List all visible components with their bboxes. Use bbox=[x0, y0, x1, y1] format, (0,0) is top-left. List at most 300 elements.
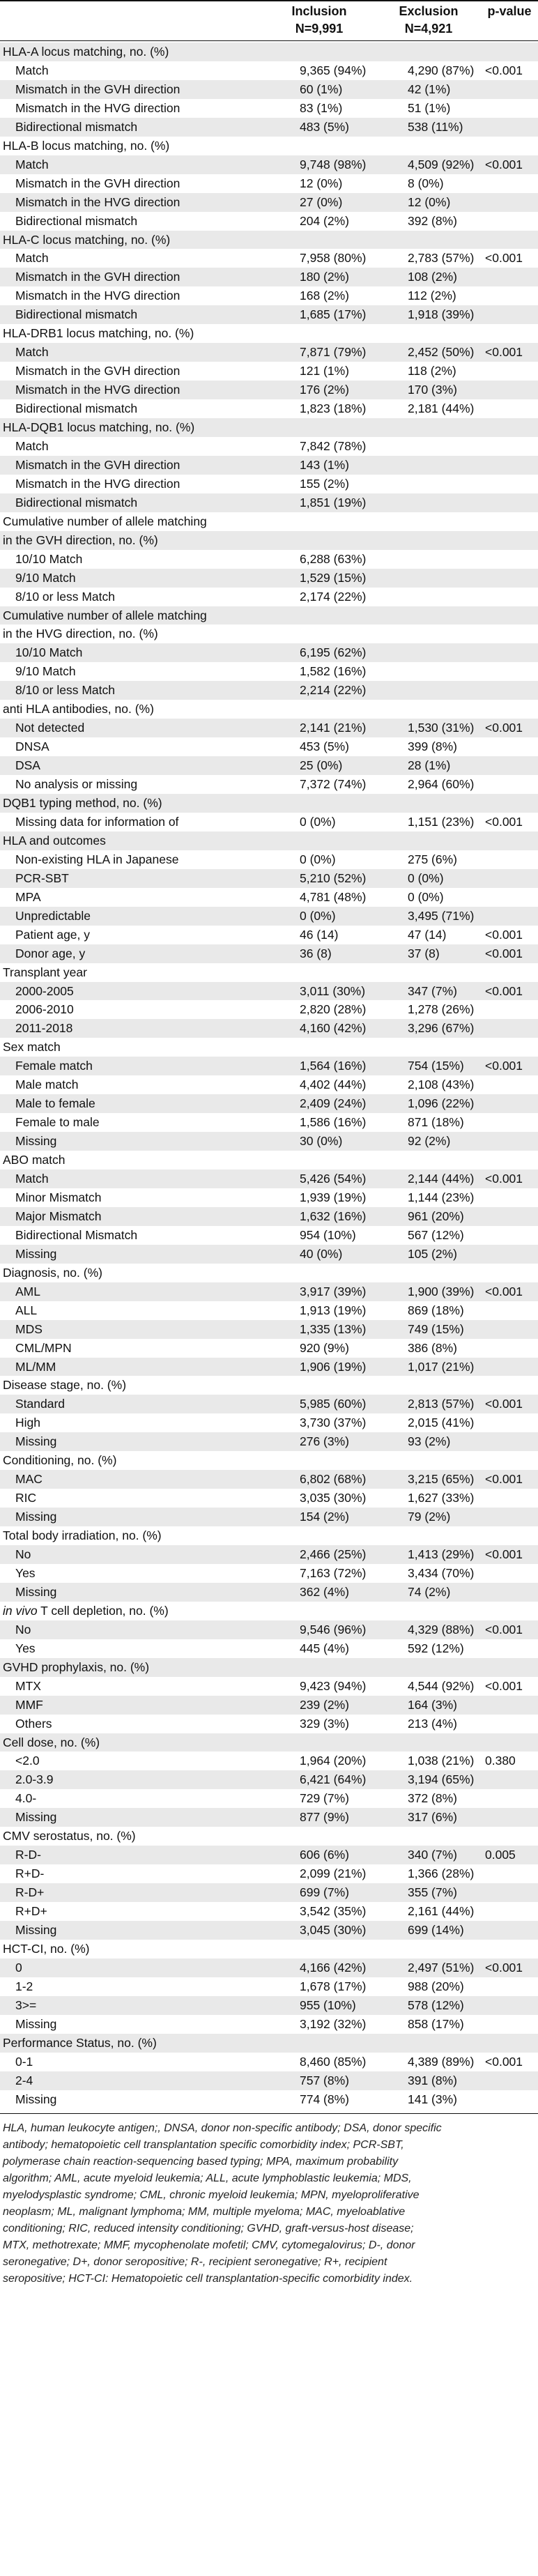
table-row bbox=[0, 1545, 538, 1564]
row-label: Bidirectional mismatch bbox=[15, 495, 138, 509]
row-label: Disease stage, no. (%) bbox=[3, 1378, 127, 1393]
exclusion-cell: 1,096 (22%) bbox=[408, 1096, 475, 1111]
table-row bbox=[0, 963, 538, 982]
table-row bbox=[0, 982, 538, 1001]
exclusion-cell: 399 (8%) bbox=[408, 739, 458, 754]
row-label: High bbox=[15, 1416, 40, 1430]
row-label: 8/10 or less Match bbox=[15, 589, 115, 604]
inclusion-cell: 4,160 (42%) bbox=[300, 1021, 367, 1036]
table-row bbox=[0, 624, 538, 643]
table-row bbox=[0, 286, 538, 305]
row-label: Cumulative number of allele matching bbox=[3, 608, 207, 622]
inclusion-cell: 3,045 (30%) bbox=[300, 1923, 367, 1937]
row-label: No bbox=[15, 1622, 31, 1636]
inclusion-cell: 27 (0%) bbox=[300, 194, 343, 209]
exclusion-cell: 12 (0%) bbox=[408, 194, 451, 209]
inclusion-cell: 699 (7%) bbox=[300, 1885, 350, 1900]
exclusion-cell: 112 (2%) bbox=[408, 289, 456, 303]
table-row bbox=[0, 512, 538, 531]
row-label: 0-1 bbox=[15, 2054, 33, 2069]
row-label: Non-existing HLA in Japanese bbox=[15, 852, 179, 866]
exclusion-cell: 592 (12%) bbox=[408, 1641, 464, 1655]
exclusion-cell: 2,783 (57%) bbox=[408, 251, 475, 266]
table-row bbox=[0, 662, 538, 681]
row-label: Mismatch in the GVH direction bbox=[15, 176, 180, 190]
inclusion-cell: 155 (2%) bbox=[300, 476, 350, 491]
table-row bbox=[0, 456, 538, 475]
exclusion-cell: 347 (7%) bbox=[408, 983, 458, 998]
row-label: Match bbox=[15, 1172, 49, 1186]
inclusion-cell: 483 (5%) bbox=[300, 119, 350, 134]
row-label: ABO match bbox=[3, 1153, 66, 1167]
pvalue-cell: <0.001 bbox=[485, 1678, 523, 1693]
exclusion-cell: 4,544 (92%) bbox=[408, 1678, 475, 1693]
inclusion-label: Inclusion bbox=[291, 4, 347, 18]
row-label: 2000-2005 bbox=[15, 983, 74, 998]
exclusion-cell: 869 (18%) bbox=[408, 1303, 464, 1317]
inclusion-cell: 6,802 (68%) bbox=[300, 1472, 367, 1487]
exclusion-cell: 2,452 (50%) bbox=[408, 345, 475, 360]
table-row bbox=[0, 1207, 538, 1226]
row-label: ML/MM bbox=[15, 1359, 56, 1374]
exclusion-cell: 538 (11%) bbox=[408, 119, 463, 134]
row-label: ALL bbox=[15, 1303, 38, 1317]
row-label: R-D+ bbox=[15, 1885, 45, 1900]
table-row bbox=[0, 869, 538, 888]
table-row bbox=[0, 1075, 538, 1094]
inclusion-cell: 1,586 (16%) bbox=[300, 1115, 367, 1130]
inclusion-cell: 877 (9%) bbox=[300, 1810, 350, 1825]
row-label: 10/10 Match bbox=[15, 551, 83, 566]
row-label: No bbox=[15, 1547, 31, 1561]
table-row bbox=[0, 80, 538, 99]
table-row bbox=[0, 1508, 538, 1526]
pvalue-cell: 0.005 bbox=[485, 1848, 516, 1862]
table-row bbox=[0, 1019, 538, 1038]
inclusion-cell: 1,913 (19%) bbox=[300, 1303, 367, 1317]
table-row bbox=[0, 1696, 538, 1715]
row-label: R+D- bbox=[15, 1866, 45, 1881]
row-label: 2.0-3.9 bbox=[15, 1772, 54, 1787]
inclusion-cell: 3,011 (30%) bbox=[300, 983, 366, 998]
footnote-line: polymerase chain reaction-sequencing based typing; MPA, maximum probability bbox=[3, 2155, 399, 2168]
inclusion-cell: 9,546 (96%) bbox=[300, 1622, 367, 1636]
row-label: CML/MPN bbox=[15, 1340, 72, 1355]
inclusion-cell: 453 (5%) bbox=[300, 739, 350, 754]
row-label: Total body irradiation, no. (%) bbox=[3, 1528, 162, 1543]
footnote-line: myelodysplastic syndrome; CML, chronic myeloid leukemia; MPN, myeloproliferative bbox=[3, 2188, 420, 2201]
table-row bbox=[0, 193, 538, 212]
row-label: Cell dose, no. (%) bbox=[3, 1735, 100, 1749]
table-row bbox=[0, 1583, 538, 1602]
table-row bbox=[0, 926, 538, 944]
exclusion-cell: 3,215 (65%) bbox=[408, 1472, 475, 1487]
inclusion-cell: 3,035 (30%) bbox=[300, 1491, 367, 1505]
row-label: <2.0 bbox=[15, 1754, 40, 1768]
inclusion-cell: 7,871 (79%) bbox=[300, 345, 367, 360]
inclusion-cell: 60 (1%) bbox=[300, 82, 343, 96]
table-row bbox=[0, 737, 538, 756]
inclusion-cell: 920 (9%) bbox=[300, 1340, 350, 1355]
inclusion-cell: 9,423 (94%) bbox=[300, 1678, 367, 1693]
row-label: MPA bbox=[15, 889, 41, 904]
exclusion-cell: 2,108 (43%) bbox=[408, 1078, 475, 1092]
exclusion-cell: 871 (18%) bbox=[408, 1115, 464, 1130]
inclusion-header bbox=[267, 3, 371, 38]
row-label: HLA and outcomes bbox=[3, 833, 106, 848]
inclusion-cell: 1,632 (16%) bbox=[300, 1209, 367, 1223]
row-label: Match bbox=[15, 251, 49, 266]
table-row bbox=[0, 1132, 538, 1151]
exclusion-cell: 578 (12%) bbox=[408, 1998, 464, 2012]
inclusion-cell: 7,842 (78%) bbox=[300, 438, 367, 453]
row-label: Standard bbox=[15, 1397, 66, 1411]
inclusion-cell: 143 (1%) bbox=[300, 457, 350, 472]
exclusion-cell: 2,181 (44%) bbox=[408, 401, 475, 416]
inclusion-cell: 40 (0%) bbox=[300, 1246, 343, 1261]
table-row bbox=[0, 174, 538, 193]
row-label: 0 bbox=[15, 1960, 22, 1975]
inclusion-cell: 4,781 (48%) bbox=[300, 889, 367, 904]
inclusion-cell: 2,174 (22%) bbox=[300, 589, 367, 604]
row-label: 4.0- bbox=[15, 1791, 37, 1806]
row-label: 2006-2010 bbox=[15, 1002, 74, 1017]
row-label: R+D+ bbox=[15, 1904, 47, 1919]
table-row bbox=[0, 1846, 538, 1864]
exclusion-cell: 275 (6%) bbox=[408, 852, 458, 866]
row-label: MTX bbox=[15, 1678, 41, 1693]
footnote-line: antibody; hematopoietic cell transplantation specific comorbidity index; PCR-SBT, bbox=[3, 2138, 404, 2151]
inclusion-cell: 1,964 (20%) bbox=[300, 1754, 367, 1768]
exclusion-cell: 391 (8%) bbox=[408, 2073, 458, 2087]
inclusion-cell: 3,730 (37%) bbox=[300, 1416, 367, 1430]
inclusion-cell: 1,678 (17%) bbox=[300, 1979, 367, 1993]
table-row bbox=[0, 1658, 538, 1677]
row-label: Match bbox=[15, 345, 49, 360]
inclusion-cell: 8,460 (85%) bbox=[300, 2054, 367, 2069]
row-label: Missing data for information of bbox=[15, 814, 179, 829]
table-row bbox=[0, 756, 538, 775]
footnote-line: algorithm; AML, acute myeloid leukemia; ALL, acute lymphoblastic leukemia; MDS, bbox=[3, 2172, 412, 2184]
table-row bbox=[0, 2015, 538, 2034]
pvalue-cell: <0.001 bbox=[485, 927, 523, 942]
table-row bbox=[0, 155, 538, 174]
inclusion-cell: 0 (0%) bbox=[300, 908, 336, 923]
exclusion-cell: 170 (3%) bbox=[408, 383, 458, 397]
exclusion-cell: 2,497 (51%) bbox=[408, 1960, 475, 1975]
pvalue-cell: <0.001 bbox=[485, 251, 523, 266]
inclusion-cell: 1,685 (17%) bbox=[300, 307, 367, 322]
row-label: MAC bbox=[15, 1472, 43, 1487]
inclusion-cell: 3,192 (32%) bbox=[300, 2016, 367, 2031]
inclusion-cell: 2,141 (21%) bbox=[300, 721, 367, 735]
table-row bbox=[0, 324, 538, 343]
table-row bbox=[0, 1883, 538, 1902]
inclusion-cell: 154 (2%) bbox=[300, 1510, 350, 1524]
row-label: Missing bbox=[15, 2016, 57, 2031]
table-row bbox=[0, 1639, 538, 1658]
inclusion-cell: 5,985 (60%) bbox=[300, 1397, 367, 1411]
table-row bbox=[0, 1864, 538, 1883]
row-label: Missing bbox=[15, 1246, 57, 1261]
inclusion-cell: 4,166 (42%) bbox=[300, 1960, 367, 1975]
table-row bbox=[0, 61, 538, 80]
pvalue-cell: <0.001 bbox=[485, 345, 523, 360]
table-row bbox=[0, 850, 538, 869]
pvalue-cell: <0.001 bbox=[485, 1284, 523, 1298]
row-label: Mismatch in the GVH direction bbox=[15, 364, 180, 378]
inclusion-cell: 1,939 (19%) bbox=[300, 1190, 367, 1204]
exclusion-cell: 567 (12%) bbox=[408, 1227, 464, 1242]
exclusion-cell: 1,366 (28%) bbox=[408, 1866, 475, 1881]
row-label: Performance Status, no. (%) bbox=[3, 2035, 157, 2050]
table-row bbox=[0, 794, 538, 813]
inclusion-cell: 6,288 (63%) bbox=[300, 551, 367, 566]
inclusion-cell: 954 (10%) bbox=[300, 1227, 356, 1242]
table-row bbox=[0, 569, 538, 588]
table-row bbox=[0, 1188, 538, 1207]
row-label: HLA-C locus matching, no. (%) bbox=[3, 232, 171, 247]
table-row bbox=[0, 588, 538, 606]
row-label: Male to female bbox=[15, 1096, 95, 1111]
table-row bbox=[0, 907, 538, 926]
pvalue-cell: <0.001 bbox=[485, 721, 523, 735]
table-row bbox=[0, 1301, 538, 1320]
row-label: Yes bbox=[15, 1641, 36, 1655]
pvalue-cell: <0.001 bbox=[485, 1172, 523, 1186]
row-label: in the HVG direction, no. (%) bbox=[3, 627, 158, 641]
row-label: Male match bbox=[15, 1078, 79, 1092]
pvalue-cell: <0.001 bbox=[485, 983, 523, 998]
table-row bbox=[0, 1977, 538, 1996]
table-row bbox=[0, 1602, 538, 1620]
exclusion-cell: 8 (0%) bbox=[408, 176, 444, 190]
inclusion-cell: 729 (7%) bbox=[300, 1791, 350, 1806]
exclusion-cell: 3,296 (67%) bbox=[408, 1021, 475, 1036]
pvalue-cell: <0.001 bbox=[485, 157, 523, 171]
exclusion-cell: 749 (15%) bbox=[408, 1321, 464, 1336]
pvalue-cell: 0.380 bbox=[485, 1754, 516, 1768]
pvalue-cell: <0.001 bbox=[485, 1472, 523, 1487]
inclusion-cell: 9,748 (98%) bbox=[300, 157, 367, 171]
footnote-line: seropositive; HCT-CI: Hematopoietic cell transplantation-specific comorbidity index. bbox=[3, 2272, 413, 2285]
table-row bbox=[0, 231, 538, 250]
exclusion-cell: 699 (14%) bbox=[408, 1923, 464, 1937]
table-row bbox=[0, 399, 538, 418]
exclusion-cell: 1,151 (23%) bbox=[408, 814, 475, 829]
inclusion-cell: 774 (8%) bbox=[300, 2092, 350, 2106]
row-label: RIC bbox=[15, 1491, 37, 1505]
row-label: Cumulative number of allele matching bbox=[3, 514, 207, 528]
row-label: anti HLA antibodies, no. (%) bbox=[3, 702, 154, 716]
table-row bbox=[0, 343, 538, 362]
exclusion-cell: 858 (17%) bbox=[408, 2016, 464, 2031]
row-label: Others bbox=[15, 1716, 52, 1731]
table-row bbox=[0, 1339, 538, 1358]
table-row bbox=[0, 1733, 538, 1752]
footnote-line: HLA, human leukocyte antigen;, DNSA, donor non-specific antibody; DSA, donor specific bbox=[3, 2122, 442, 2134]
row-label: Female to male bbox=[15, 1115, 100, 1130]
inclusion-cell: 3,542 (35%) bbox=[300, 1904, 367, 1919]
inclusion-cell: 955 (10%) bbox=[300, 1998, 356, 2012]
table-row bbox=[0, 1451, 538, 1470]
inclusion-cell: 6,421 (64%) bbox=[300, 1772, 367, 1787]
exclusion-cell: 1,413 (29%) bbox=[408, 1547, 475, 1561]
exclusion-header bbox=[376, 3, 481, 38]
exclusion-cell: 2,161 (44%) bbox=[408, 1904, 475, 1919]
exclusion-cell: 3,434 (70%) bbox=[408, 1565, 475, 1580]
inclusion-cell: 0 (0%) bbox=[300, 852, 336, 866]
exclusion-n: N=4,921 bbox=[404, 22, 453, 36]
row-label: Patient age, y bbox=[15, 927, 91, 942]
inclusion-cell: 7,163 (72%) bbox=[300, 1565, 367, 1580]
pvalue-cell: <0.001 bbox=[485, 63, 523, 77]
exclusion-cell: 1,144 (23%) bbox=[408, 1190, 475, 1204]
table-row bbox=[0, 1113, 538, 1132]
table-row bbox=[0, 1320, 538, 1339]
table-row bbox=[0, 1789, 538, 1808]
table-row bbox=[0, 118, 538, 137]
row-label: HLA-DRB1 locus matching, no. (%) bbox=[3, 326, 194, 341]
row-label: Mismatch in the HVG direction bbox=[15, 194, 180, 209]
exclusion-cell: 3,495 (71%) bbox=[408, 908, 475, 923]
exclusion-cell: 1,627 (33%) bbox=[408, 1491, 475, 1505]
row-label: Bidirectional mismatch bbox=[15, 307, 138, 322]
row-label: 9/10 Match bbox=[15, 570, 76, 585]
pvalue-cell: <0.001 bbox=[485, 1397, 523, 1411]
exclusion-cell: 317 (6%) bbox=[408, 1810, 458, 1825]
table-row bbox=[0, 1921, 538, 1940]
inclusion-cell: 4,402 (44%) bbox=[300, 1078, 367, 1092]
exclusion-cell: 2,144 (44%) bbox=[408, 1172, 475, 1186]
table-row bbox=[0, 99, 538, 118]
footnote-line: conditioning; RIC, reduced intensity conditioning; GVHD, graft-versus-host disease; bbox=[3, 2222, 414, 2234]
row-label: PCR-SBT bbox=[15, 871, 69, 885]
inclusion-cell: 1,851 (19%) bbox=[300, 495, 367, 509]
inclusion-cell: 0 (0%) bbox=[300, 814, 336, 829]
inclusion-cell: 445 (4%) bbox=[300, 1641, 350, 1655]
pvalue-header: p-value bbox=[487, 4, 532, 18]
exclusion-cell: 4,389 (89%) bbox=[408, 2054, 475, 2069]
inclusion-cell: 2,409 (24%) bbox=[300, 1096, 367, 1111]
exclusion-cell: 37 (8) bbox=[408, 946, 440, 960]
inclusion-cell: 2,820 (28%) bbox=[300, 1002, 367, 1017]
inclusion-cell: 362 (4%) bbox=[300, 1584, 350, 1599]
row-label: Donor age, y bbox=[15, 946, 86, 960]
row-label: 8/10 or less Match bbox=[15, 683, 115, 698]
exclusion-cell: 1,900 (39%) bbox=[408, 1284, 475, 1298]
table-row bbox=[0, 1715, 538, 1733]
table-row bbox=[0, 249, 538, 268]
inclusion-cell: 1,335 (13%) bbox=[300, 1321, 367, 1336]
row-label: Not detected bbox=[15, 721, 85, 735]
table-row bbox=[0, 531, 538, 550]
pvalue-cell: <0.001 bbox=[485, 1960, 523, 1975]
exclusion-cell: 93 (2%) bbox=[408, 1434, 451, 1449]
inclusion-cell: 121 (1%) bbox=[300, 364, 350, 378]
row-label: HLA-B locus matching, no. (%) bbox=[3, 138, 170, 153]
row-label: Match bbox=[15, 438, 49, 453]
exclusion-cell: 1,038 (21%) bbox=[408, 1754, 475, 1768]
exclusion-cell: 92 (2%) bbox=[408, 1134, 451, 1149]
exclusion-cell: 213 (4%) bbox=[408, 1716, 458, 1731]
table-row bbox=[0, 1094, 538, 1113]
inclusion-cell: 1,582 (16%) bbox=[300, 664, 367, 679]
row-label: MMF bbox=[15, 1697, 43, 1712]
table-row bbox=[0, 2034, 538, 2053]
row-label: 9/10 Match bbox=[15, 664, 76, 679]
inclusion-cell: 83 (1%) bbox=[300, 100, 343, 115]
row-label: 1-2 bbox=[15, 1979, 33, 1993]
table-row bbox=[0, 1827, 538, 1846]
table-row bbox=[0, 2071, 538, 2090]
row-label: DNSA bbox=[15, 739, 49, 754]
table-bottom-rule bbox=[0, 2113, 538, 2114]
exclusion-cell: 961 (20%) bbox=[408, 1209, 464, 1223]
row-label: Mismatch in the GVH direction bbox=[15, 270, 180, 284]
inclusion-cell: 5,210 (52%) bbox=[300, 871, 367, 885]
table-row bbox=[0, 1151, 538, 1170]
row-label: GVHD prophylaxis, no. (%) bbox=[3, 1659, 150, 1674]
table-row bbox=[0, 606, 538, 625]
exclusion-cell: 1,530 (31%) bbox=[408, 721, 475, 735]
table-top-rule bbox=[0, 0, 538, 1]
row-label: Mismatch in the HVG direction bbox=[15, 289, 180, 303]
exclusion-cell: 0 (0%) bbox=[408, 889, 444, 904]
exclusion-cell: 108 (2%) bbox=[408, 270, 458, 284]
exclusion-cell: 0 (0%) bbox=[408, 871, 444, 885]
row-label: No analysis or missing bbox=[15, 777, 138, 792]
pvalue-cell: <0.001 bbox=[485, 814, 523, 829]
row-label: Missing bbox=[15, 1510, 57, 1524]
table-row bbox=[0, 1057, 538, 1075]
inclusion-cell: 180 (2%) bbox=[300, 270, 350, 284]
exclusion-cell: 3,194 (65%) bbox=[408, 1772, 475, 1787]
inclusion-cell: 176 (2%) bbox=[300, 383, 350, 397]
table-row bbox=[0, 305, 538, 324]
row-label: DQB1 typing method, no. (%) bbox=[3, 796, 162, 810]
inclusion-cell: 36 (8) bbox=[300, 946, 332, 960]
exclusion-cell: 4,509 (92%) bbox=[408, 157, 475, 171]
table-row bbox=[0, 137, 538, 155]
inclusion-cell: 329 (3%) bbox=[300, 1716, 350, 1731]
table-row bbox=[0, 212, 538, 231]
exclusion-cell: 2,813 (57%) bbox=[408, 1397, 475, 1411]
exclusion-cell: 1,278 (26%) bbox=[408, 1002, 475, 1017]
table-row bbox=[0, 1902, 538, 1921]
exclusion-cell: 2,015 (41%) bbox=[408, 1416, 475, 1430]
row-label: CMV serostatus, no. (%) bbox=[3, 1829, 136, 1843]
row-label: 2011-2018 bbox=[15, 1021, 73, 1036]
table-row bbox=[0, 888, 538, 907]
table-row bbox=[0, 1413, 538, 1432]
inclusion-cell: 2,466 (25%) bbox=[300, 1547, 367, 1561]
table-row bbox=[0, 1470, 538, 1489]
row-label: HLA-DQB1 locus matching, no. (%) bbox=[3, 420, 195, 434]
table-row bbox=[0, 2053, 538, 2071]
table-row bbox=[0, 1170, 538, 1188]
pvalue-cell: <0.001 bbox=[485, 1622, 523, 1636]
table-row bbox=[0, 813, 538, 831]
inclusion-cell: 30 (0%) bbox=[300, 1134, 343, 1149]
exclusion-cell: 2,964 (60%) bbox=[408, 777, 475, 792]
row-label: Bidirectional mismatch bbox=[15, 401, 138, 416]
table-row bbox=[0, 1264, 538, 1282]
table-row bbox=[0, 1940, 538, 1958]
row-label: Match bbox=[15, 63, 49, 77]
row-label: Bidirectional mismatch bbox=[15, 119, 138, 134]
row-label: Match bbox=[15, 157, 49, 171]
